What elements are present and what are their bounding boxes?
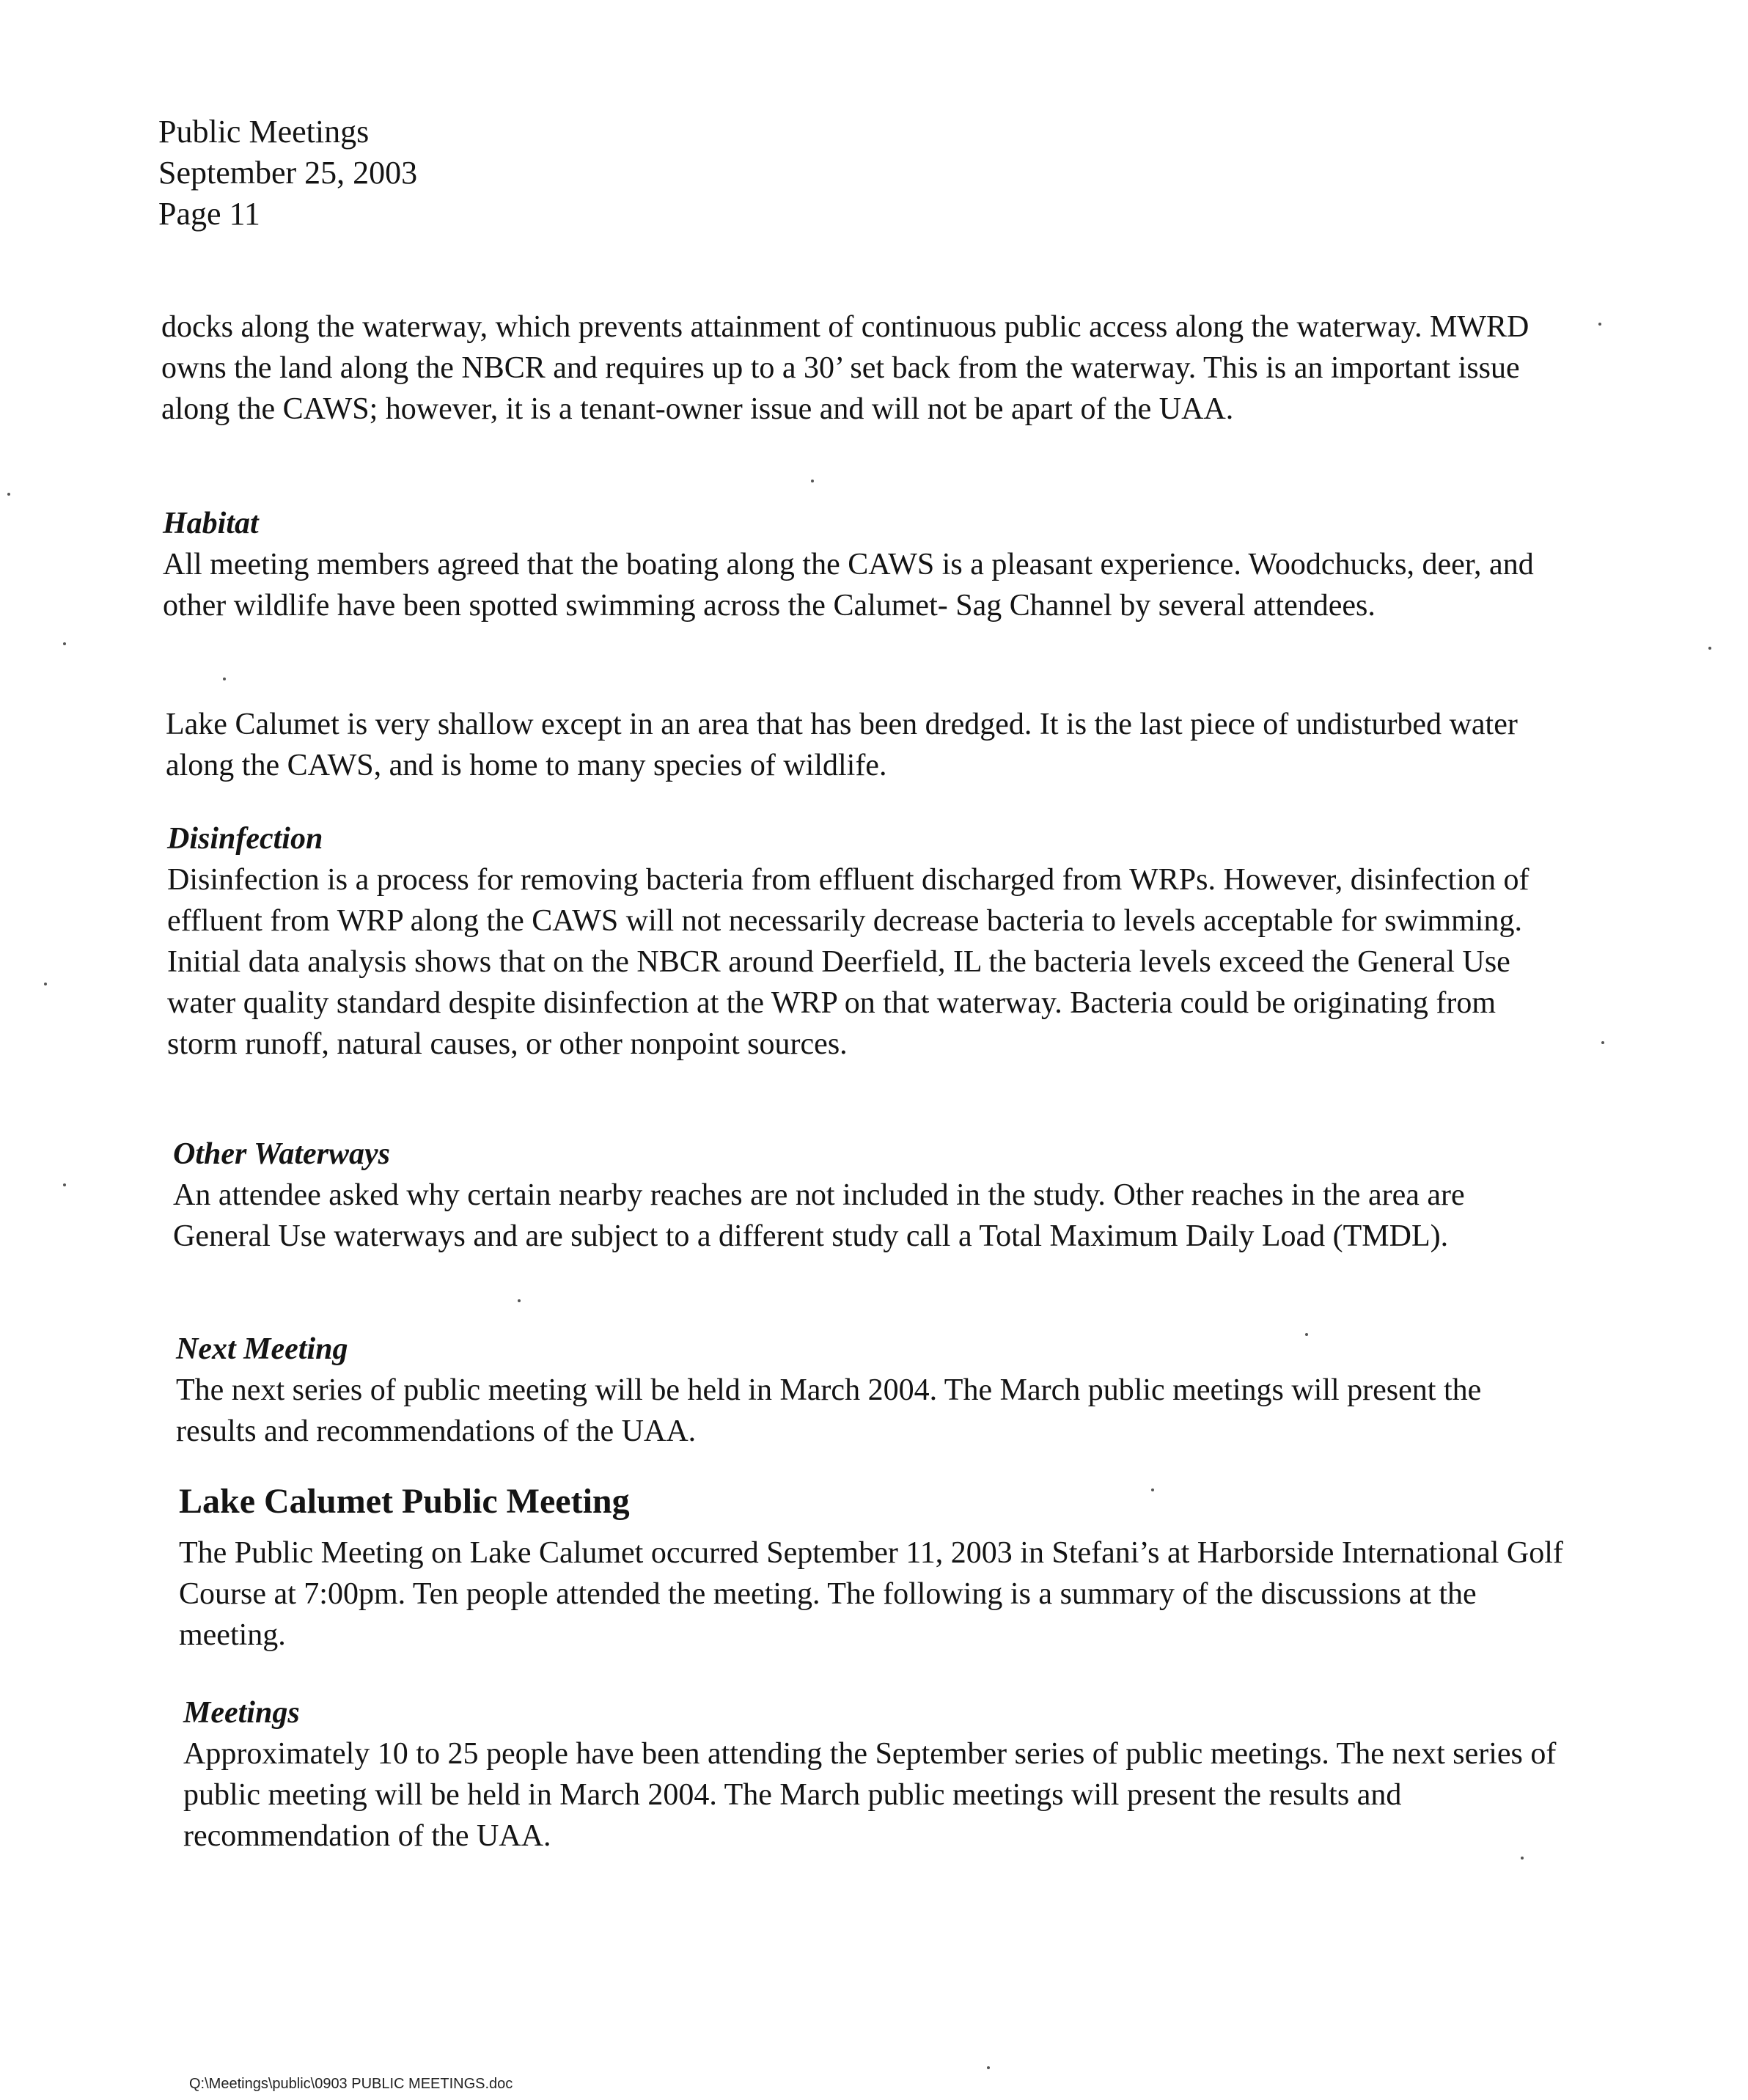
scan-speck <box>223 678 226 680</box>
scan-speck <box>1305 1333 1308 1336</box>
lake-calumet-wildlife-section <box>166 704 1559 786</box>
scan-speck <box>63 1183 66 1186</box>
scan-speck <box>1598 323 1601 326</box>
scan-speck <box>44 983 47 985</box>
lake-calumet-paragraph: The Public Meeting on Lake Calumet occurred September 11, 2003 in Stefani’s at Harborside International Golf Course at 7:00pm. Ten people attended the meeting. The following is a summary of the discussions at the meeting. <box>179 1536 1563 1652</box>
header-date: September 25, 2003 <box>158 155 418 191</box>
intro-section <box>161 306 1554 430</box>
page-header <box>158 111 417 235</box>
scan-speck <box>1151 1488 1154 1491</box>
lake-calumet-section-title: Lake Calumet Public Meeting <box>179 1482 630 1521</box>
disinfection-paragraph: Disinfection is a process for removing bacteria from effluent discharged from WRPs. However, disinfection of effluent from WRP along the CAWS will not necessarily decrease bacteria to levels acceptable for swimming. Initial data analysis shows that on the NBCR around Deerfield, IL the bacteria levels exceed the General Use water quality standard despite disinfection at the WRP on that waterway. Bacteria could be originating from storm runoff, natural causes, or other nonpoint sources. <box>167 863 1530 1061</box>
disinfection-section <box>167 818 1560 1065</box>
meetings-heading: Meetings <box>183 1696 300 1730</box>
header-page-number: Page 11 <box>158 196 260 232</box>
scan-speck <box>987 2066 990 2069</box>
habitat-heading: Habitat <box>163 507 259 540</box>
header-title: Public Meetings <box>158 114 370 150</box>
scan-speck <box>1521 1857 1524 1859</box>
other-waterways-heading: Other Waterways <box>173 1137 390 1171</box>
other-waterways-paragraph: An attendee asked why certain nearby reaches are not included in the study. Other reaches in the area are General Use waterways and are subject to a different study call a Total Maximum Daily Load (TMDL). <box>173 1178 1465 1253</box>
meetings-paragraph: Approximately 10 to 25 people have been attending the September series of public meetings. The next series of public meeting will be held in March 2004. The March public meetings will present the results and recommendation of the UAA. <box>183 1737 1557 1853</box>
habitat-section <box>163 503 1556 626</box>
next-meeting-paragraph: The next series of public meeting will be held in March 2004. The March public meetings will present the results and recommendations of the UAA. <box>176 1373 1482 1448</box>
footer-file-path: Q:\Meetings\public\0903 PUBLIC MEETINGS.doc <box>189 2076 513 2092</box>
intro-paragraph: docks along the waterway, which prevents attainment of continuous public access along the waterway. MWRD owns the land along the NBCR and requires up to a 30’ set back from the waterway. This is an important issue along the CAWS; however, it is a tenant-owner issue and will not be apart of the UAA. <box>161 310 1530 426</box>
lake-calumet-section <box>179 1532 1572 1656</box>
scan-speck <box>811 480 814 482</box>
scan-speck <box>63 642 66 645</box>
scan-speck <box>1708 647 1711 650</box>
habitat-paragraph-1: All meeting members agreed that the boating along the CAWS is a pleasant experience. Woodchucks, deer, and other wildlife have been spotted swimming across the Calumet- Sag Channel by several attendees. <box>163 548 1534 623</box>
next-meeting-section <box>176 1329 1569 1452</box>
meetings-section <box>183 1692 1576 1857</box>
scan-speck <box>518 1299 521 1302</box>
habitat-paragraph-2: Lake Calumet is very shallow except in an area that has been dredged. It is the last piece of undisturbed water along the CAWS, and is home to many species of wildlife. <box>166 708 1518 782</box>
scan-speck <box>7 493 10 496</box>
disinfection-heading: Disinfection <box>167 822 323 856</box>
other-waterways-section <box>173 1134 1566 1257</box>
scan-speck <box>1601 1041 1604 1044</box>
next-meeting-heading: Next Meeting <box>176 1332 348 1366</box>
